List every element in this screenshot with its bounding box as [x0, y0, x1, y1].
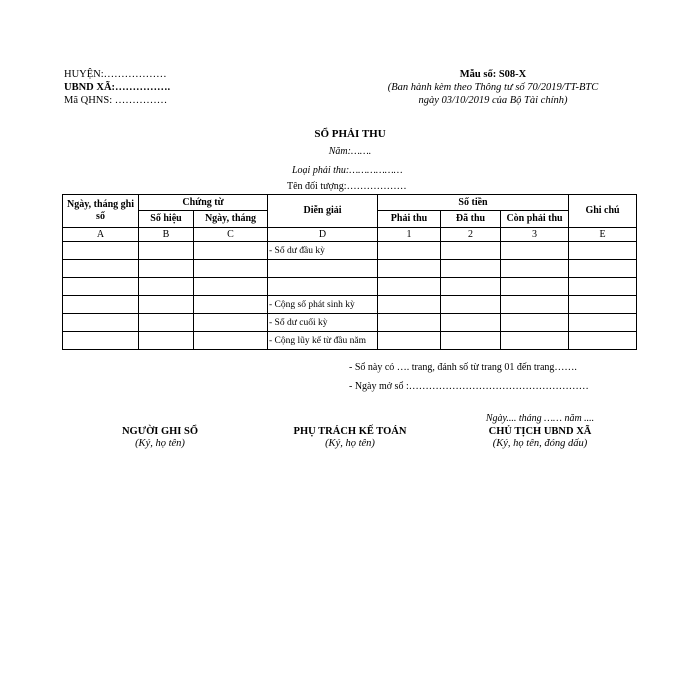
year-field: Năm:…….: [328, 146, 372, 157]
signature-title-chief-accountant: PHỤ TRÁCH KẾ TOÁN: [293, 426, 407, 437]
header-left-huyen: HUYỆN:………………: [64, 69, 167, 80]
table-row: [63, 242, 637, 260]
table-row: [63, 260, 637, 278]
row-label-empty: [268, 278, 378, 296]
receivable-type-field: Loại phải thu:………………: [292, 165, 403, 176]
table-row: [63, 314, 637, 332]
page-title: SỔ PHẢI THU: [314, 128, 386, 140]
row-label-year-to-date: - Cộng lũy kế từ đầu năm: [268, 332, 378, 350]
col-code: 1: [378, 228, 441, 242]
col-code: D: [268, 228, 378, 242]
col-header-voucher-number: Số hiệu: [139, 211, 194, 228]
col-code: A: [63, 228, 139, 242]
signature-title-recorder: NGƯỜI GHI SỔ: [121, 426, 199, 437]
table-row: [63, 296, 637, 314]
ledger-table: [62, 194, 637, 350]
signature-note-chairman: (Ký, họ tên, đóng dấu): [492, 438, 588, 449]
col-code: B: [139, 228, 194, 242]
row-label-empty: [268, 260, 378, 278]
signature-date-line: Ngày.... tháng …… năm ....: [485, 413, 595, 424]
col-code: 2: [441, 228, 501, 242]
col-header-receivable: Phải thu: [378, 211, 441, 228]
form-legal-basis-line1: (Ban hành kèm theo Thông tư số 70/2019/TT-BTC: [387, 82, 599, 93]
signature-title-chairman: CHỦ TỊCH UBND XÃ: [488, 426, 592, 437]
row-label-closing-balance: - Số dư cuối kỳ: [268, 314, 378, 332]
open-date-note: - Ngày mở sổ :………………………………………………: [349, 381, 589, 392]
col-header-voucher-date: Ngày, tháng: [194, 211, 268, 228]
col-header-notes: Ghi chú: [569, 195, 637, 228]
header-left-ma-qhns: Mã QHNS: ……………: [64, 95, 168, 106]
header-left-ubnd: UBND XÃ:…………….: [64, 82, 171, 93]
col-code: E: [569, 228, 637, 242]
col-header-remaining: Còn phải thu: [501, 211, 569, 228]
col-header-collected: Đã thu: [441, 211, 501, 228]
signature-note-recorder: (Ký, họ tên): [135, 438, 185, 449]
form-legal-basis-line2: ngày 03/10/2019 của Bộ Tài chính): [418, 95, 568, 106]
col-group-amount: Số tiền: [378, 195, 569, 211]
col-code: 3: [501, 228, 569, 242]
row-label-opening-balance: - Số dư đầu kỳ: [268, 242, 378, 260]
col-header-description: Diễn giải: [268, 195, 378, 228]
row-label-period-total: - Cộng số phát sinh kỳ: [268, 296, 378, 314]
form-number: Mẫu số: S08-X: [459, 69, 527, 80]
col-header-posting-date: Ngày, tháng ghi sổ: [63, 195, 139, 228]
subject-name-field: Tên đối tượng:………………: [287, 181, 407, 192]
table-row: [63, 332, 637, 350]
signature-note-chief-accountant: (Ký, họ tên): [325, 438, 375, 449]
table-row: [63, 278, 637, 296]
col-group-voucher: Chứng từ: [139, 195, 268, 211]
col-code: C: [194, 228, 268, 242]
page-count-note: - Sổ này có …. trang, đánh số từ trang 01 đến trang…….: [349, 362, 577, 373]
